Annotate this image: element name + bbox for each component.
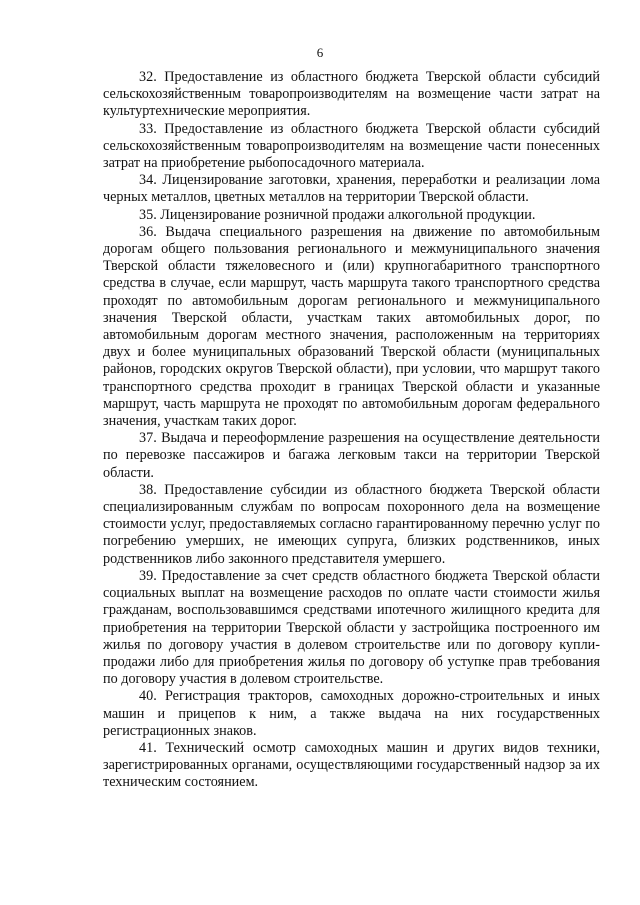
list-item: 33. Предоставление из областного бюджета Тверской области субсидий сельскохозяйственным товаропроизводителям на возмещение части понесенных затрат на приобретение рыбопосадочного материала. bbox=[103, 120, 600, 172]
document-body bbox=[103, 69, 600, 792]
list-item: 37. Выдача и переоформление разрешения на осуществление деятельности по перевозке пассажиров и багажа легковым такси на территории Тверской области. bbox=[103, 430, 600, 481]
list-item: 39. Предоставление за счет средств областного бюджета Тверской области социальных выплат на возмещение расходов по оплате части стоимости жилья гражданам, воспользовавшимся средствами ипотечного жилищного кредита для приобретения на территории Тверской области у застройщика построенного им жилья по договору участия в долевом строительстве или по договору купли-продажи либо для приобретения жилья по договору об уступке прав требования по договору участия в долевом строительстве. bbox=[103, 567, 600, 688]
list-item: 35. Лицензирование розничной продажи алкогольной продукции. bbox=[139, 206, 536, 223]
page-number: 6 bbox=[316, 45, 324, 60]
list-item: 40. Регистрация тракторов, самоходных дорожно-строительных и иных машин и прицепов к ним, а также выдача на них государственных регистрационных знаков. bbox=[103, 688, 600, 739]
list-item: 41. Технический осмотр самоходных машин и других видов техники, зарегистрированных органами, осуществляющими государственный надзор за их техническим состоянием. bbox=[103, 739, 600, 791]
list-item: 32. Предоставление из областного бюджета Тверской области субсидий сельскохозяйственным товаропроизводителям на возмещение части затрат на культуртехнические мероприятия. bbox=[103, 69, 600, 120]
list-item: 38. Предоставление субсидии из областного бюджета Тверской области специализированным службам по вопросам похоронного дела на возмещение стоимости услуг, предоставляемых согласно гарантированному перечню услуг по погребению умерших, не имеющих супруга, близких родственников, иных родственников либо законного представителя умершего. bbox=[103, 481, 600, 567]
list-item: 34. Лицензирование заготовки, хранения, переработки и реализации лома черных металлов, цветных металлов на территории Тверской области. bbox=[103, 172, 600, 206]
list-item: 36. Выдача специального разрешения на движение по автомобильным дорогам общего пользования регионального и межмуниципального значения Тверской области тяжеловесного и (или) крупногабаритного транспортного средства в случае, если маршрут, часть маршрута такого транспортного средства проходят по автомобильным дорогам регионального и межмуниципального значения Тверской области, участкам таких автомобильных дорог, по автомобильным дорогам местного значения, расположенным на территориях двух и более муниципальных образований Тверской области (муниципальных районов, городских округов Тверской области), при условии, что маршрут такого транспортного средства проходит в границах Тверской области и указанные маршрут, часть маршрута не проходят по автомобильным дорогам федерального значения, участкам таких дорог. bbox=[103, 223, 600, 430]
